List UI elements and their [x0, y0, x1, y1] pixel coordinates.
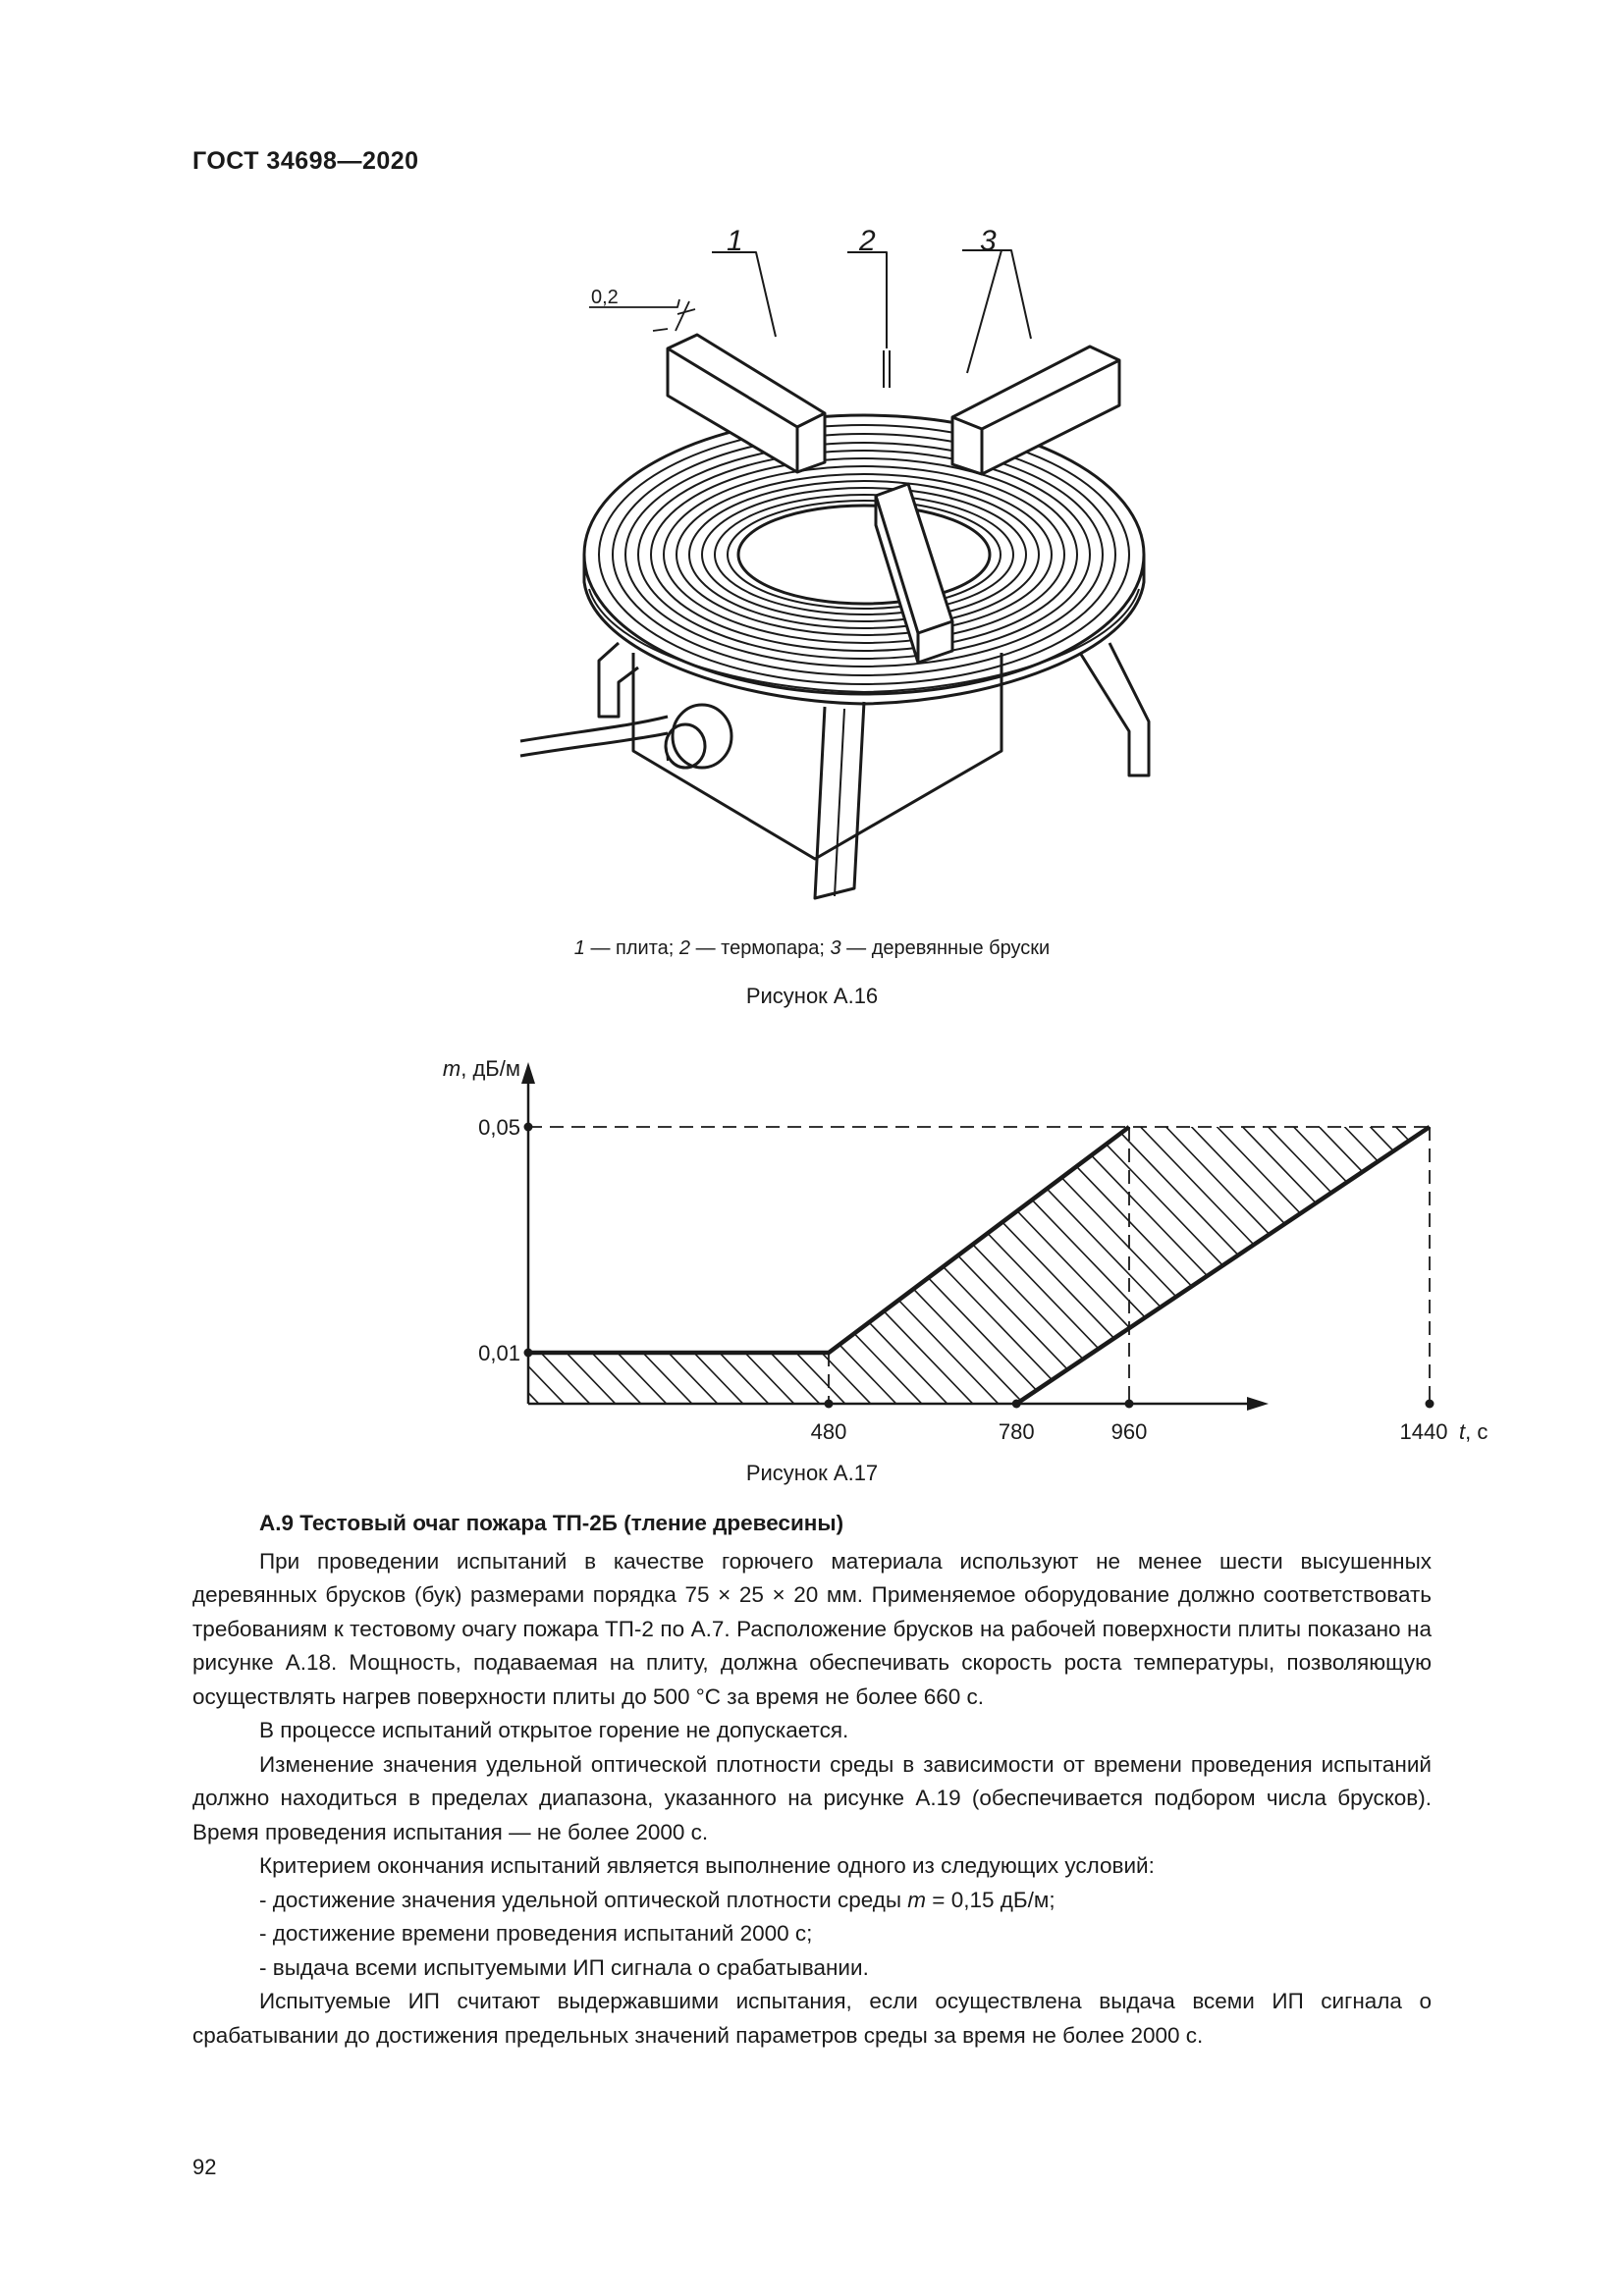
legend-num-3: 3	[830, 937, 841, 959]
hatch-line	[1259, 1117, 1553, 1423]
x-axis-arrow	[1247, 1397, 1269, 1411]
chart-axes	[521, 1062, 1269, 1411]
y-tick-dot	[524, 1123, 533, 1132]
legend-text-3: — деревянные бруски	[840, 937, 1051, 959]
page-number: 92	[192, 2155, 217, 2179]
hatch-line	[1284, 1117, 1579, 1423]
list-item-3: - выдача всеми испытуемыми ИП сигнала о срабатывании.	[259, 1954, 869, 1980]
x-axis-label: t, с	[1459, 1419, 1489, 1444]
x-tick-dot	[1125, 1400, 1134, 1409]
hatch-line	[340, 1117, 634, 1423]
hatch-line	[1233, 1117, 1528, 1423]
callout-1: 1	[727, 225, 743, 257]
list-item-2: - достижение времени проведения испытаний 2000 с;	[259, 1921, 813, 1946]
figure-a17-title: Рисунок А.17	[745, 1461, 879, 1485]
callout-3: 3	[980, 225, 997, 257]
y-axis-arrow	[521, 1062, 535, 1084]
figure-a16-legend	[0, 937, 1624, 960]
legend-text-1: — плита;	[584, 937, 679, 959]
dimension-label: 0,2	[591, 287, 619, 308]
list-item-1: - достижение значения удельной оптической плотности среды m = 0,15 дБ/м;	[259, 1887, 1056, 1912]
hatch-line	[212, 1117, 507, 1423]
paragraph-3: Изменение значения удельной оптической плотности среды в зависимости от времени проведения испытаний должно находиться в пределах диапазона, указанного на рисунке А.19 (обеспечивается подбором числа брусков). Время проведения испытания — не более 2000 с.	[192, 1751, 1432, 1844]
x-tick-dot	[825, 1400, 834, 1409]
x-tick-label-2: 960	[1110, 1419, 1148, 1444]
hatch-line	[1386, 1117, 1624, 1423]
hatched-region	[135, 1117, 1624, 1423]
x-tick-dot	[1012, 1400, 1021, 1409]
paragraph-2: В процессе испытаний открытое горение не допускается.	[259, 1718, 849, 1742]
section-a9	[192, 1507, 1432, 2053]
paragraph-4: Критерием окончания испытаний является выполнение одного из следующих условий:	[259, 1853, 1155, 1878]
figure-a16-illustration	[520, 221, 1208, 928]
document-header: ГОСТ 34698—2020	[192, 147, 419, 175]
hatch-line	[289, 1117, 583, 1423]
figure-a16-title: Рисунок А.16	[745, 984, 879, 1008]
figure-a17-chart	[442, 1048, 1489, 1444]
hatch-line	[187, 1117, 481, 1423]
hatch-line	[161, 1117, 456, 1423]
y-axis-label: m, дБ/м	[442, 1056, 520, 1081]
section-heading: А.9 Тестовый очаг пожара ТП-2Б (тление древесины)	[259, 1511, 844, 1535]
hatch-line	[365, 1117, 660, 1423]
guide-lines	[528, 1127, 1430, 1404]
upper-boundary-line	[528, 1127, 1129, 1353]
hatch-line	[314, 1117, 609, 1423]
hatch-line	[135, 1117, 430, 1423]
paragraph-5: Испытуемые ИП считают выдержавшими испытания, если осуществлена выдача всеми ИП сигнала о срабатывании до достижения предельных значений параметров среды за время не более 2000 с.	[192, 1989, 1432, 2048]
legend-num-2: 2	[678, 937, 691, 959]
paragraph-1: При проведении испытаний в качестве горючего материала используют не менее шести высушенных деревянных брусков (бук) размерами порядка 75 × 25 × 20 мм. Применяемое оборудование должно соответствовать требованиям к тестовому очагу пожара ТП-2 по А.7. Расположение брусков на рабочей поверхности плиты показано на рисунке А.18. Мощность, подаваемая на плиту, должна обеспечивать скорость роста температуры, позволяющую осуществлять нагрев поверхности плиты до 500 °С за время не более 660 с.	[192, 1548, 1432, 1709]
y-tick-label-0: 0,05	[478, 1115, 520, 1140]
callout-2: 2	[859, 225, 876, 257]
x-tick-dot	[1426, 1400, 1435, 1409]
x-tick-label-1: 780	[998, 1419, 1035, 1444]
tick-dots	[524, 1123, 1435, 1409]
x-tick-label-0: 480	[810, 1419, 847, 1444]
hatch-line	[238, 1117, 532, 1423]
hatch-line	[1310, 1117, 1604, 1423]
hatch-line	[263, 1117, 558, 1423]
hatch-line	[1361, 1117, 1624, 1423]
legend-num-1: 1	[573, 937, 585, 959]
x-tick-label-3: 1440	[1399, 1419, 1448, 1444]
y-tick-dot	[524, 1349, 533, 1358]
legend-text-2: — термопара;	[690, 937, 831, 959]
y-tick-label-1: 0,01	[478, 1341, 520, 1365]
